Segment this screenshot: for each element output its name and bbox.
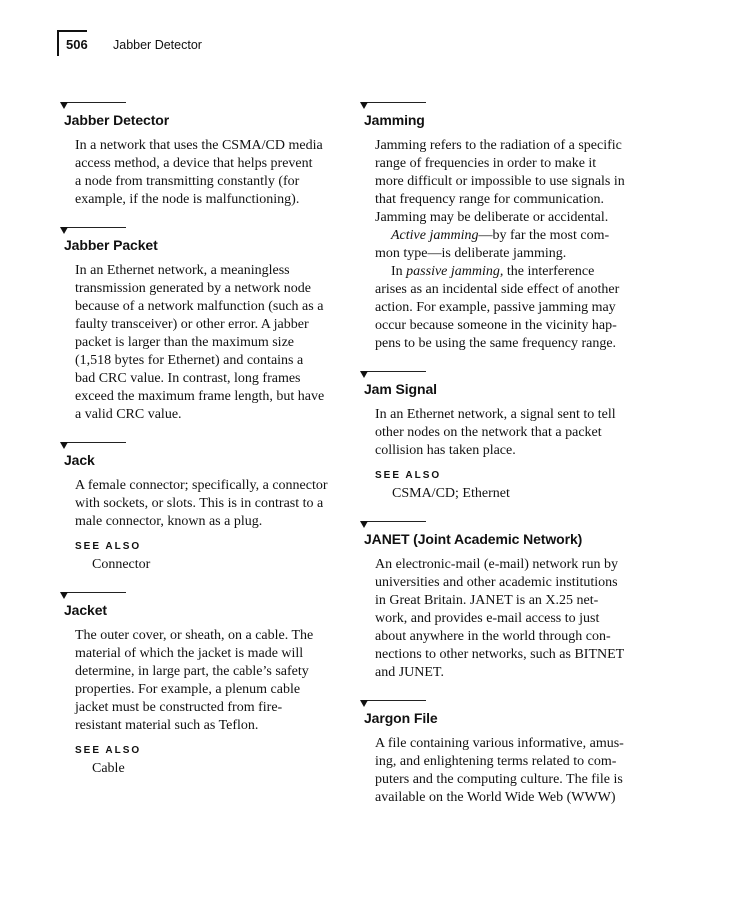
entry-jamming xyxy=(360,100,644,353)
text-line: An electronic-mail (e-mail) network run by xyxy=(375,557,618,572)
text-line: that frequency range for communication. xyxy=(375,192,604,207)
entry-marker xyxy=(60,440,344,450)
entry-janet xyxy=(360,519,644,682)
entry-jacket xyxy=(60,590,344,778)
text-line xyxy=(375,263,644,281)
triangle-marker-icon xyxy=(360,102,368,109)
entry-definition xyxy=(375,137,644,353)
text-line: jacket must be constructed from fire- xyxy=(75,700,283,715)
page-number: 506 xyxy=(66,37,88,52)
text-line: material of which the jacket is made will xyxy=(75,646,304,661)
text-line: about anywhere in the world through con- xyxy=(375,629,611,644)
text-line: and JUNET. xyxy=(375,665,444,680)
text-line: pens to be using the same frequency range. xyxy=(375,336,617,351)
entry-term: Jabber Packet xyxy=(64,237,158,253)
entry-marker xyxy=(60,100,344,110)
text-line: In an Ethernet network, a meaningless xyxy=(75,263,290,278)
text-line: nections to other networks, such as BITNET xyxy=(375,647,625,662)
entry-term: Jack xyxy=(64,452,95,468)
triangle-marker-icon xyxy=(60,592,68,599)
entry-definition xyxy=(75,137,344,209)
entry-term: Jamming xyxy=(364,112,425,128)
entry-rule xyxy=(364,521,426,522)
text-line: In an Ethernet network, a signal sent to tell xyxy=(375,407,616,422)
triangle-marker-icon xyxy=(360,700,368,707)
text-line: other nodes on the network that a packet xyxy=(375,425,602,440)
text-line: example, if the node is malfunctioning). xyxy=(75,192,300,207)
entry-rule xyxy=(364,700,426,701)
text-line: universities and other academic institutions xyxy=(375,575,618,590)
entry-rule xyxy=(364,371,426,372)
text-line: male connector, known as a plug. xyxy=(75,514,263,529)
entry-definition xyxy=(75,627,344,735)
entry-marker xyxy=(60,590,344,600)
entry-term: Jam Signal xyxy=(364,381,437,397)
text-line: access method, a device that helps prevent xyxy=(75,156,313,171)
text-line: exceed the maximum frame length, but have xyxy=(75,389,325,404)
text-line: with sockets, or slots. This is in contrast to a xyxy=(75,496,324,511)
see-also-label: SEE ALSO xyxy=(75,541,142,552)
entry-definition xyxy=(75,477,344,531)
text-line: properties. For example, a plenum cable xyxy=(75,682,301,697)
entry-rule xyxy=(64,102,126,103)
entry-marker xyxy=(360,369,644,379)
triangle-marker-icon xyxy=(360,521,368,528)
entry-jack xyxy=(60,440,344,574)
text-line: Jamming refers to the radiation of a specific xyxy=(375,138,622,153)
text-span: —by far the most com- xyxy=(478,228,610,243)
text-line: ing, and enlightening terms related to com- xyxy=(375,754,617,769)
see-also-reference: CSMA/CD; Ethernet xyxy=(392,486,510,501)
text-line: more difficult or impossible to use signals in xyxy=(375,174,625,189)
entry-marker xyxy=(60,225,344,235)
text-line: because of a network malfunction (such as a xyxy=(75,299,324,314)
text-line: available on the World Wide Web (WWW) xyxy=(375,790,616,805)
entry-marker xyxy=(360,100,644,110)
see-also-label: SEE ALSO xyxy=(375,470,442,481)
entry-term: Jabber Detector xyxy=(64,112,170,128)
text-line: faulty transceiver) or other error. A jabber xyxy=(75,317,309,332)
text-line: resistant material such as Teflon. xyxy=(75,718,259,733)
text-line: collision has taken place. xyxy=(375,443,516,458)
entry-definition xyxy=(375,556,644,682)
text-line: arises as an incidental side effect of another xyxy=(375,282,620,297)
header-rule-vertical xyxy=(57,30,59,56)
entry-rule xyxy=(364,102,426,103)
triangle-marker-icon xyxy=(60,442,68,449)
text-line: transmission generated by a network node xyxy=(75,281,311,296)
text-span: In xyxy=(391,264,407,279)
triangle-marker-icon xyxy=(60,102,68,109)
text-line: (1,518 bytes for Ethernet) and contains a xyxy=(75,353,304,368)
see-also-reference: Connector xyxy=(92,557,151,572)
entry-term: Jargon File xyxy=(364,710,438,726)
text-line: A female connector; specifically, a connector xyxy=(75,478,328,493)
entry-jam-signal xyxy=(360,369,644,503)
triangle-marker-icon xyxy=(60,227,68,234)
right-column xyxy=(360,100,644,807)
entry-jabber-packet xyxy=(60,225,344,424)
entry-term: JANET (Joint Academic Network) xyxy=(364,531,583,547)
see-also-reference: Cable xyxy=(92,761,125,776)
text-line: range of frequencies in order to make it xyxy=(375,156,597,171)
entry-rule xyxy=(64,442,126,443)
see-also-label: SEE ALSO xyxy=(75,745,142,756)
text-line: Jamming may be deliberate or accidental. xyxy=(375,210,609,225)
italic-term: passive jamming, xyxy=(406,264,504,279)
text-line: a node from transmitting constantly (for xyxy=(75,174,300,189)
text-line xyxy=(375,227,644,245)
text-line: bad CRC value. In contrast, long frames xyxy=(75,371,301,386)
left-column xyxy=(60,100,344,778)
text-span: the interference xyxy=(503,264,595,279)
text-line: occur because someone in the vicinity hap- xyxy=(375,318,617,333)
text-line: A file containing various informative, amus- xyxy=(375,736,624,751)
running-head: Jabber Detector xyxy=(113,38,202,52)
entry-term: Jacket xyxy=(64,602,107,618)
header-rule-horizontal xyxy=(57,30,87,32)
entry-marker xyxy=(360,698,644,708)
triangle-marker-icon xyxy=(360,371,368,378)
text-line: The outer cover, or sheath, on a cable. The xyxy=(75,628,314,643)
entry-rule xyxy=(64,227,126,228)
entry-jabber-detector xyxy=(60,100,344,209)
text-line: packet is larger than the maximum size xyxy=(75,335,295,350)
entry-marker xyxy=(360,519,644,529)
text-line: puters and the computing culture. The file is xyxy=(375,772,623,787)
italic-term: Active jamming xyxy=(391,228,479,243)
entry-rule xyxy=(64,592,126,593)
text-line: in Great Britain. JANET is an X.25 net- xyxy=(375,593,599,608)
text-line: determine, in large part, the cable’s safety xyxy=(75,664,309,679)
text-line: In a network that uses the CSMA/CD media xyxy=(75,138,323,153)
entry-jargon-file xyxy=(360,698,644,807)
entry-definition xyxy=(375,735,644,807)
text-line: action. For example, passive jamming may xyxy=(375,300,616,315)
entry-definition xyxy=(75,262,344,424)
entry-definition xyxy=(375,406,644,460)
text-line: mon type—is deliberate jamming. xyxy=(375,246,567,261)
text-line: work, and provides e-mail access to just xyxy=(375,611,600,626)
text-line: a valid CRC value. xyxy=(75,407,182,422)
